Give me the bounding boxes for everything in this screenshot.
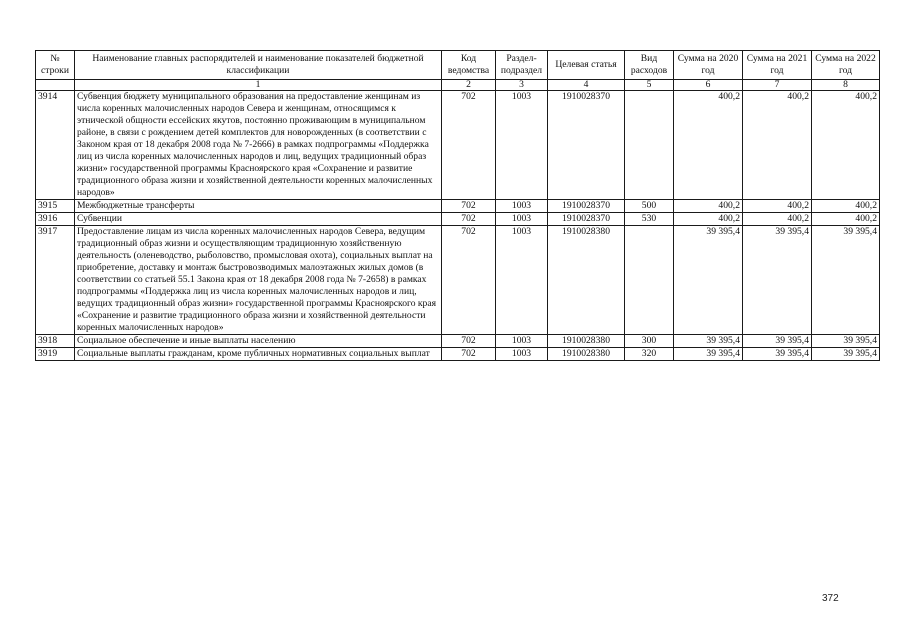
table-row [36,200,880,213]
row-expense-type: 300 [625,335,674,348]
row-expense-type: 530 [625,213,674,226]
column-number: 6 [674,80,743,91]
table-row [36,348,880,361]
row-sum-2020: 400,2 [674,213,743,226]
header-target-article: Целевая статья [548,51,625,80]
column-number-1 [36,80,75,91]
header-row-number: № строки [36,51,75,80]
row-target-article: 1910028370 [548,91,625,200]
row-name: Субвенция бюджету муниципального образования на предоставление женщинам из числа коренных малочисленных народов Севера и женщинам, относящимся к этнической общности ессейских якутов, постоянно проживающим в муниципальном районе, в связи с рождением детей комплектов для новорожденных (в соответствии с Законом края от 18 декабря 2008 года № 7-2666) в рамках подпрограммы «Поддержка лиц из числа коренных малочисленных народов и лиц, ведущих традиционный образ жизни» государственной программы Красноярского края «Сохранение и развитие традиционного образа жизни и хозяйственной деятельности коренных малочисленных народов» [75,91,442,200]
row-sum-2020: 400,2 [674,91,743,200]
header-sum-2021: Сумма на 2021 год [743,51,812,80]
column-number: 3 [496,80,548,91]
row-sum-2022: 39 395,4 [812,335,880,348]
table-body [36,91,880,361]
row-section: 1003 [496,91,548,200]
header-sum-2020: Сумма на 2020 год [674,51,743,80]
row-sum-2020: 39 395,4 [674,226,743,335]
row-expense-type: 500 [625,200,674,213]
row-name: Социальные выплаты гражданам, кроме публичных нормативных социальных выплат [75,348,442,361]
row-name: Предоставление лицам из числа коренных малочисленных народов Севера, ведущим традиционный образ жизни и осуществляющим традиционную хозяйственную деятельность (оленеводство, рыболовство, промысловая охота), социальных выплат на приобретение, доставку и монтаж быстровозводимых малоэтажных жилых домов (в соответствии со статьей 55.1 Закона края от 18 декабря 2008 года № 7-2658) в рамках подпрограммы «Поддержка лиц из числа коренных малочисленных народов и лиц, ведущих традиционный образ жизни» государственной программы Красноярского края «Сохранение и развитие традиционного образа жизни и хозяйственной деятельности коренных малочисленных народов» [75,226,442,335]
row-section: 1003 [496,226,548,335]
row-sum-2021: 39 395,4 [743,226,812,335]
row-expense-type [625,91,674,200]
row-sum-2021: 400,2 [743,213,812,226]
row-section: 1003 [496,200,548,213]
row-sum-2021: 400,2 [743,91,812,200]
row-expense-type: 320 [625,348,674,361]
table-row [36,226,880,335]
row-number: 3916 [36,213,75,226]
row-section: 1003 [496,213,548,226]
row-name: Межбюджетные трансферты [75,200,442,213]
row-sum-2020: 400,2 [674,200,743,213]
header-sum-2022: Сумма на 2022 год [812,51,880,80]
row-sum-2021: 39 395,4 [743,348,812,361]
row-sum-2022: 39 395,4 [812,226,880,335]
row-sum-2021: 39 395,4 [743,335,812,348]
row-number: 3915 [36,200,75,213]
header-row [36,51,880,80]
row-sum-2020: 39 395,4 [674,348,743,361]
row-sum-2022: 400,2 [812,91,880,200]
column-number: 5 [625,80,674,91]
table-header [36,51,880,91]
row-dept-code: 702 [442,226,496,335]
column-number: 1 [75,80,442,91]
page-number: 372 [822,593,839,604]
row-dept-code: 702 [442,200,496,213]
row-target-article: 1910028380 [548,226,625,335]
row-number: 3919 [36,348,75,361]
column-number: 2 [442,80,496,91]
row-sum-2020: 39 395,4 [674,335,743,348]
row-sum-2021: 400,2 [743,200,812,213]
row-dept-code: 702 [442,335,496,348]
budget-table [35,50,880,361]
row-section: 1003 [496,335,548,348]
row-sum-2022: 400,2 [812,213,880,226]
header-expense-type: Вид расходов [625,51,674,80]
column-number-row [36,80,880,91]
row-target-article: 1910028370 [548,213,625,226]
row-target-article: 1910028380 [548,335,625,348]
table-row [36,91,880,200]
row-target-article: 1910028380 [548,348,625,361]
row-expense-type [625,226,674,335]
header-name: Наименование главных распорядителей и наименование показателей бюджетной классификации [75,51,442,80]
row-number: 3914 [36,91,75,200]
row-dept-code: 702 [442,213,496,226]
row-number: 3918 [36,335,75,348]
row-sum-2022: 400,2 [812,200,880,213]
column-number: 8 [812,80,880,91]
row-name: Субвенции [75,213,442,226]
row-target-article: 1910028370 [548,200,625,213]
header-section: Раздел-подраздел [496,51,548,80]
row-sum-2022: 39 395,4 [812,348,880,361]
table-row [36,213,880,226]
column-number: 4 [548,80,625,91]
row-dept-code: 702 [442,348,496,361]
header-dept-code: Код ведомства [442,51,496,80]
column-number: 7 [743,80,812,91]
row-section: 1003 [496,348,548,361]
row-dept-code: 702 [442,91,496,200]
row-name: Социальное обеспечение и иные выплаты населению [75,335,442,348]
row-number: 3917 [36,226,75,335]
table-row [36,335,880,348]
